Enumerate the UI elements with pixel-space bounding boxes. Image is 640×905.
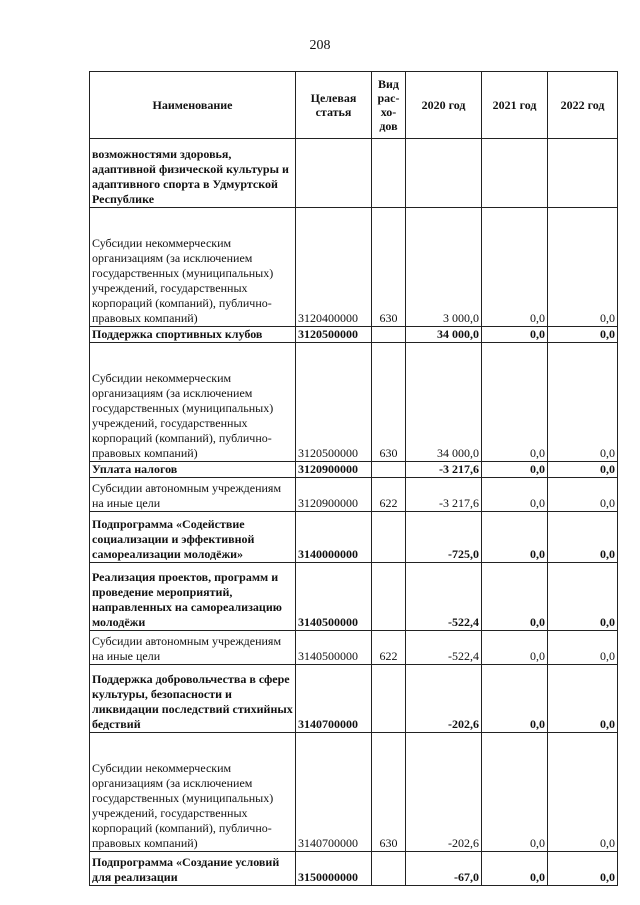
row-target-article: 3120500000	[296, 327, 372, 343]
row-amount-2020: 3 000,0	[406, 208, 482, 327]
row-amount-2020: -3 217,6	[406, 462, 482, 478]
row-expense-type: 630	[372, 208, 406, 327]
row-amount-2020: -202,6	[406, 733, 482, 852]
header-target-article: Целевая статья	[296, 72, 372, 139]
row-amount-2020: -522,4	[406, 631, 482, 665]
row-amount-2022: 0,0	[548, 327, 618, 343]
table-row	[90, 462, 618, 478]
row-amount-2022: 0,0	[548, 478, 618, 512]
table-row	[90, 665, 618, 733]
row-expense-type	[372, 139, 406, 208]
row-expense-type: 630	[372, 733, 406, 852]
table-row	[90, 478, 618, 512]
row-name: Субсидии автономным учреждениям на иные цели	[90, 631, 296, 665]
row-expense-type	[372, 563, 406, 631]
row-amount-2022: 0,0	[548, 631, 618, 665]
table-row	[90, 343, 618, 462]
row-name: Субсидии некоммерческим организациям (за исключением государственных (муниципальных) учреждений, государственных корпораций (компаний), публично-правовых компаний)	[90, 208, 296, 327]
row-name: возможностями здоровья, адаптивной физической культуры и адаптивного спорта в Удмуртской Республике	[90, 139, 296, 208]
row-expense-type: 622	[372, 478, 406, 512]
row-name: Подпрограмма «Создание условий для реализации	[90, 852, 296, 886]
row-amount-2020: -522,4	[406, 563, 482, 631]
table-row	[90, 208, 618, 327]
row-amount-2021: 0,0	[482, 631, 548, 665]
row-name: Поддержка спортивных клубов	[90, 327, 296, 343]
row-amount-2020: 34 000,0	[406, 343, 482, 462]
row-name: Поддержка добровольчества в сфере культуры, безопасности и ликвидации последствий стихийных бедствий	[90, 665, 296, 733]
row-expense-type: 622	[372, 631, 406, 665]
row-amount-2021: 0,0	[482, 852, 548, 886]
row-name: Субсидии некоммерческим организациям (за исключением государственных (муниципальных) учреждений, государственных корпораций (компаний), публично-правовых компаний)	[90, 733, 296, 852]
row-name: Субсидии автономным учреждениям на иные цели	[90, 478, 296, 512]
row-target-article: 3120400000	[296, 208, 372, 327]
table-row	[90, 852, 618, 886]
row-name: Подпрограмма «Содействие социализации и эффективной самореализации молодёжи»	[90, 512, 296, 563]
table-header-row	[90, 72, 618, 139]
row-amount-2021: 0,0	[482, 665, 548, 733]
row-target-article	[296, 139, 372, 208]
row-amount-2020: 34 000,0	[406, 327, 482, 343]
row-target-article: 3120900000	[296, 478, 372, 512]
row-amount-2020	[406, 139, 482, 208]
row-name: Субсидии некоммерческим организациям (за исключением государственных (муниципальных) учреждений, государственных корпораций (компаний), публично-правовых компаний)	[90, 343, 296, 462]
table-row	[90, 139, 618, 208]
header-2021: 2021 год	[482, 72, 548, 139]
row-amount-2020: -202,6	[406, 665, 482, 733]
row-amount-2022: 0,0	[548, 343, 618, 462]
row-amount-2021: 0,0	[482, 733, 548, 852]
row-amount-2022: 0,0	[548, 733, 618, 852]
row-expense-type	[372, 852, 406, 886]
row-amount-2021: 0,0	[482, 563, 548, 631]
row-amount-2021: 0,0	[482, 512, 548, 563]
row-amount-2021: 0,0	[482, 327, 548, 343]
row-target-article: 3140500000	[296, 563, 372, 631]
table-row	[90, 733, 618, 852]
row-amount-2022	[548, 139, 618, 208]
row-expense-type	[372, 327, 406, 343]
row-target-article: 3140500000	[296, 631, 372, 665]
header-name: Наименование	[90, 72, 296, 139]
row-amount-2020: -3 217,6	[406, 478, 482, 512]
table-row	[90, 512, 618, 563]
row-expense-type	[372, 665, 406, 733]
page-number: 208	[309, 38, 331, 53]
row-target-article: 3120500000	[296, 343, 372, 462]
row-amount-2021: 0,0	[482, 462, 548, 478]
row-target-article: 3140000000	[296, 512, 372, 563]
row-name: Реализация проектов, программ и проведение мероприятий, направленных на самореализацию молодёжи	[90, 563, 296, 631]
row-amount-2022: 0,0	[548, 208, 618, 327]
table-body	[90, 139, 618, 886]
row-amount-2020: -725,0	[406, 512, 482, 563]
row-amount-2022: 0,0	[548, 665, 618, 733]
header-2022: 2022 год	[548, 72, 618, 139]
row-expense-type	[372, 462, 406, 478]
row-target-article: 3120900000	[296, 462, 372, 478]
row-target-article: 3140700000	[296, 665, 372, 733]
table-row	[90, 631, 618, 665]
row-name: Уплата налогов	[90, 462, 296, 478]
row-amount-2021: 0,0	[482, 208, 548, 327]
row-amount-2021	[482, 139, 548, 208]
budget-table	[89, 71, 618, 886]
table-row	[90, 563, 618, 631]
header-expense-type: Вид рас-хо-дов	[372, 72, 406, 139]
row-amount-2022: 0,0	[548, 563, 618, 631]
row-amount-2020: -67,0	[406, 852, 482, 886]
row-amount-2021: 0,0	[482, 478, 548, 512]
row-expense-type	[372, 512, 406, 563]
row-amount-2022: 0,0	[548, 512, 618, 563]
row-expense-type: 630	[372, 343, 406, 462]
row-amount-2022: 0,0	[548, 462, 618, 478]
row-amount-2021: 0,0	[482, 343, 548, 462]
row-target-article: 3140700000	[296, 733, 372, 852]
row-amount-2022: 0,0	[548, 852, 618, 886]
row-target-article: 3150000000	[296, 852, 372, 886]
header-2020: 2020 год	[406, 72, 482, 139]
table-row	[90, 327, 618, 343]
